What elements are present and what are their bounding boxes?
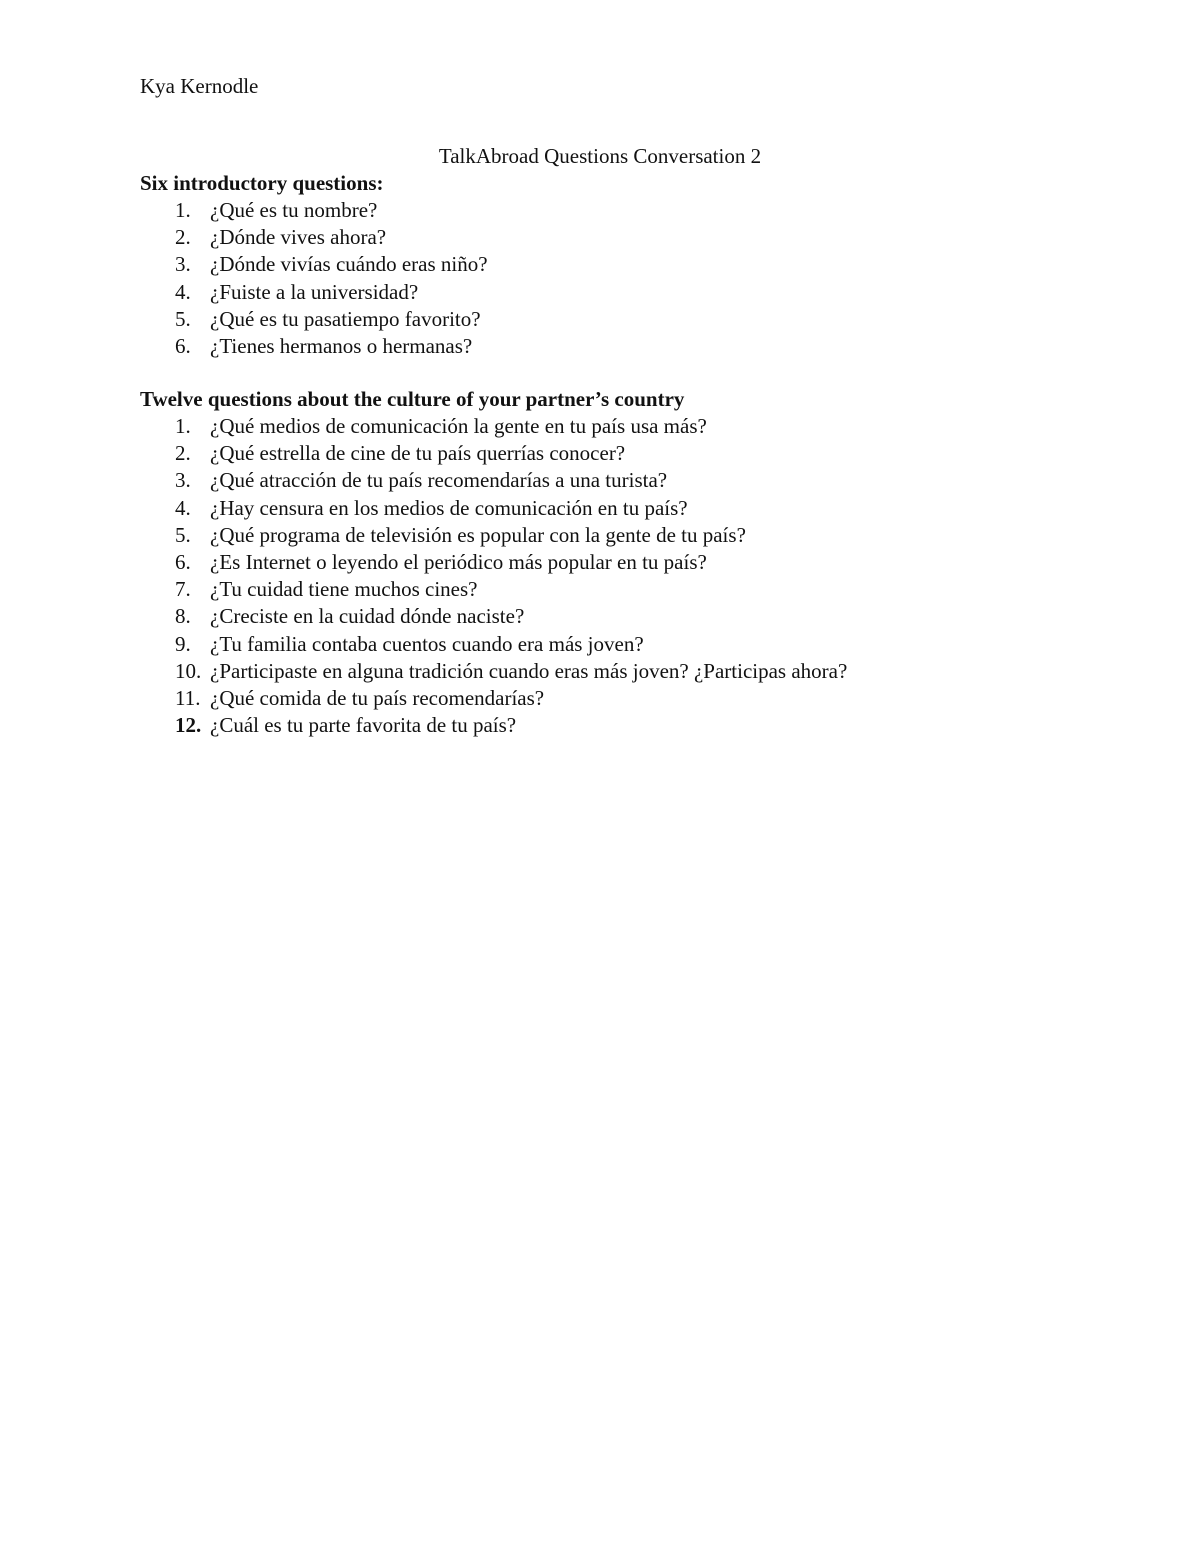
list-item: [140, 251, 1140, 278]
item-number: 6.: [175, 549, 191, 574]
list-item: [140, 440, 1140, 467]
introductory-questions-section: [140, 170, 1140, 360]
question-text: ¿Dónde vivías cuándo eras niño?: [210, 252, 488, 277]
item-number: 2.: [175, 225, 191, 250]
item-number: 10.: [175, 658, 202, 683]
section-heading: Six introductory questions:: [140, 171, 384, 195]
question-text: ¿Qué comida de tu país recomendarías?: [210, 685, 545, 710]
question-text: ¿Qué es tu nombre?: [210, 198, 378, 222]
item-number: 4.: [175, 495, 191, 520]
question-text: ¿Qué estrella de cine de tu país querrías conocer?: [210, 441, 626, 466]
question-text: ¿Qué programa de televisión es popular con la gente de tu país?: [210, 522, 746, 547]
item-number: 1.: [175, 414, 191, 438]
list-item: [140, 576, 1140, 603]
item-number: 2.: [175, 441, 191, 466]
question-text: ¿Cuál es tu parte favorita de tu país?: [210, 713, 517, 738]
list-item: [140, 224, 1140, 251]
question-text: ¿Fuiste a la universidad?: [210, 279, 419, 304]
item-number: 5.: [175, 306, 191, 331]
culture-questions-section: [140, 386, 1140, 739]
list-item: [140, 467, 1140, 494]
item-number: 11.: [175, 685, 201, 710]
question-text: ¿Tu familia contaba cuentos cuando era más joven?: [210, 631, 644, 656]
item-number: 1.: [175, 198, 191, 222]
section-heading: Twelve questions about the culture of your partner’s country: [140, 387, 685, 411]
item-number: 3.: [175, 252, 191, 277]
list-item: [140, 631, 1140, 658]
question-text: ¿Es Internet o leyendo el periódico más popular en tu país?: [210, 549, 707, 574]
question-text: ¿Tu cuidad tiene muchos cines?: [210, 577, 478, 602]
list-item: [140, 712, 1140, 739]
item-number: 12.: [175, 713, 202, 738]
item-number: 3.: [175, 468, 191, 493]
item-number: 4.: [175, 279, 191, 304]
item-number: 5.: [175, 522, 191, 547]
list-item: [140, 522, 1140, 549]
item-number: 9.: [175, 631, 191, 656]
list-item: [140, 685, 1140, 712]
question-text: ¿Qué medios de comunicación la gente en tu país usa más?: [210, 414, 707, 438]
question-text: ¿Tienes hermanos o hermanas?: [210, 333, 473, 358]
list-item: [140, 279, 1140, 306]
document-title: TalkAbroad Questions Conversation 2: [438, 144, 762, 168]
question-text: ¿Qué es tu pasatiempo favorito?: [210, 306, 481, 331]
list-item: [140, 658, 1140, 685]
list-item: [140, 495, 1140, 522]
question-text: ¿Dónde vives ahora?: [210, 225, 387, 250]
question-list: [140, 413, 1140, 739]
list-item: [140, 413, 1140, 440]
author-name: Kya Kernodle: [140, 74, 259, 98]
question-text: ¿Participaste en alguna tradición cuando eras más joven? ¿Participas ahora?: [210, 658, 848, 683]
list-item: [140, 603, 1140, 630]
question-text: ¿Creciste en la cuidad dónde naciste?: [210, 604, 525, 629]
item-number: 7.: [175, 577, 191, 602]
question-text: ¿Hay censura en los medios de comunicación en tu país?: [210, 495, 688, 520]
item-number: 6.: [175, 333, 191, 358]
list-item: [140, 197, 1140, 224]
question-list: [140, 197, 1140, 360]
list-item: [140, 549, 1140, 576]
item-number: 8.: [175, 604, 191, 629]
question-text: ¿Qué atracción de tu país recomendarías a una turista?: [210, 468, 668, 493]
list-item: [140, 333, 1140, 360]
list-item: [140, 306, 1140, 333]
